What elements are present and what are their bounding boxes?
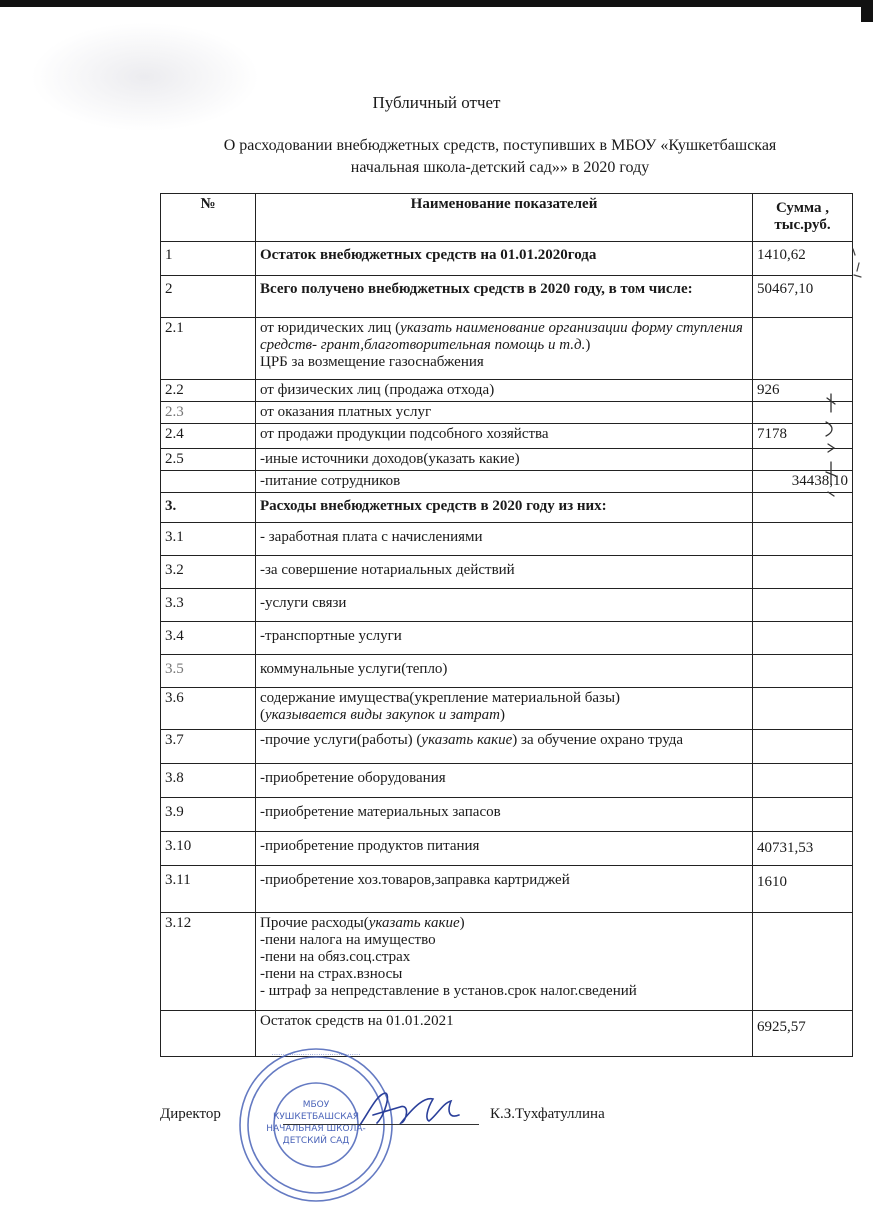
row-num: 3.: [161, 493, 256, 523]
row-num: 2.3: [161, 402, 256, 424]
row-sum: 1610: [753, 866, 853, 913]
row-name: -услуги связи: [256, 589, 753, 622]
scan-smudge: [30, 22, 260, 132]
row-sum: 40731,53: [753, 832, 853, 866]
row-sum: [753, 589, 853, 622]
row-num: 2.2: [161, 380, 256, 402]
table-row: [161, 832, 853, 866]
row-sum: 926: [753, 380, 853, 402]
row-num: 3.8: [161, 764, 256, 798]
row-num: 3.3: [161, 589, 256, 622]
subtitle-line-1: О расходовании внебюджетных средств, поступивших в МБОУ «Кушкетбашская: [223, 137, 777, 154]
row-num: 3.12: [161, 913, 256, 1011]
header-sum-line2: тыс.руб.: [774, 217, 831, 233]
row-name-italic: указать какие: [421, 732, 513, 748]
row-sum: 34438,10: [753, 471, 853, 493]
row-num: 3.11: [161, 866, 256, 913]
table-row: [161, 730, 853, 764]
row-name: [256, 730, 753, 764]
row-num: 2: [161, 276, 256, 318]
row-name: [256, 688, 753, 730]
row-num: 3.10: [161, 832, 256, 866]
header-sum: [753, 194, 853, 242]
row-name-part: от юридических лиц (: [260, 320, 401, 336]
table-row: [161, 913, 853, 1011]
table-row: [161, 655, 853, 688]
row-name-part: ): [499, 707, 505, 723]
document-title: Публичный отчет: [372, 93, 501, 112]
header-num: №: [161, 194, 256, 242]
row-num: 3.7: [161, 730, 256, 764]
header-name: Наименование показателей: [256, 194, 753, 242]
row-name-italic: указывается виды закупок и затрат: [265, 707, 500, 723]
stamp-line-2: КУШКЕТБАШСКАЯ: [272, 1112, 360, 1122]
stamp-line-3: НАЧАЛЬНАЯ ШКОЛА-: [266, 1124, 366, 1134]
table-row: [161, 276, 853, 318]
row-num: 1: [161, 242, 256, 276]
margin-pen-marks: [845, 245, 870, 285]
row-num: 3.1: [161, 523, 256, 556]
scan-edge-top: [0, 0, 873, 7]
row-sum: [753, 798, 853, 832]
table-row: [161, 318, 853, 380]
table-row: [161, 493, 853, 523]
row-name-part: ) за обучение охрано труда: [512, 732, 684, 748]
table-row: [161, 764, 853, 798]
row-sum: 50467,10: [753, 276, 853, 318]
row-sum: [753, 730, 853, 764]
row-name: Всего получено внебюджетных средств в 2020 году, в том числе:: [256, 276, 753, 318]
row-sum: [753, 913, 853, 1011]
row-name-part: ): [459, 915, 465, 931]
row-num: 3.6: [161, 688, 256, 730]
row-sum: 7178: [753, 424, 853, 449]
row-name: от оказания платных услуг: [256, 402, 753, 424]
row-num: 2.4: [161, 424, 256, 449]
table-header-row: [161, 194, 853, 242]
table-row: [161, 380, 853, 402]
row-name: - заработная плата с начислениями: [256, 523, 753, 556]
row-name: -приобретение хоз.товаров,заправка картриджей: [256, 866, 753, 913]
row-sum: [753, 622, 853, 655]
signature-line: [283, 1124, 479, 1125]
row-sub-line: -пени на обяз.соц.страх: [260, 949, 411, 965]
row-name: от физических лиц (продажа отхода): [256, 380, 753, 402]
row-name: -за совершение нотариальных действий: [256, 556, 753, 589]
row-num: 3.4: [161, 622, 256, 655]
row-sum: [753, 318, 853, 380]
report-table: [160, 193, 853, 1057]
row-num: 3.9: [161, 798, 256, 832]
row-sum: [753, 688, 853, 730]
row-name-part: Прочие расходы(: [260, 915, 369, 931]
row-name-detail: ЦРБ за возмещение газоснабжения: [260, 354, 484, 370]
row-name: от продажи продукции подсобного хозяйства: [256, 424, 753, 449]
table-row: [161, 242, 853, 276]
row-name: -транспортные услуги: [256, 622, 753, 655]
row-num: 3.5: [161, 655, 256, 688]
row-name: -приобретение материальных запасов: [256, 798, 753, 832]
row-sum: [753, 556, 853, 589]
row-name: -приобретение продуктов питания: [256, 832, 753, 866]
table-row: [161, 556, 853, 589]
header-sum-line1: Сумма ,: [775, 200, 830, 216]
handwritten-signature: [355, 1085, 465, 1135]
stamp-line-4: ДЕТСКИЙ САД: [282, 1136, 350, 1146]
row-num: 2.1: [161, 318, 256, 380]
stamp-line-1: МБОУ: [302, 1100, 330, 1110]
table-row: [161, 471, 853, 493]
margin-handwriting: [820, 392, 842, 502]
row-name-part: ): [585, 337, 591, 353]
table-row: [161, 589, 853, 622]
document-subtitle: [190, 135, 810, 179]
row-name: [256, 913, 753, 1011]
row-name-part: содержание имущества(укрепление материальной базы): [260, 690, 621, 706]
row-name: коммунальные услуги(тепло): [256, 655, 753, 688]
row-sub-line: -пени налога на имущество: [260, 932, 436, 948]
row-name-italic: указать наименование организации форму ступления средств- грант,благотворительная помощь и т.д.: [260, 320, 743, 353]
table-row: [161, 402, 853, 424]
row-name: [256, 318, 753, 380]
row-name: Остаток внебюджетных средств на 01.01.2020года: [256, 242, 753, 276]
row-name: Расходы внебюджетных средств в 2020 году из них:: [256, 493, 753, 523]
table-row: [161, 523, 853, 556]
row-sum: [753, 523, 853, 556]
row-sum: [753, 655, 853, 688]
row-name-part: (: [260, 707, 265, 723]
row-num: 3.2: [161, 556, 256, 589]
table-row: [161, 798, 853, 832]
table-row: [161, 866, 853, 913]
director-name: К.З.Тухфатуллина: [490, 1106, 605, 1122]
row-name-italic: указать какие: [368, 915, 460, 931]
row-sum: 1410,62: [753, 242, 853, 276]
table-row: [161, 688, 853, 730]
row-sum: [753, 764, 853, 798]
row-name: -питание сотрудников: [256, 471, 753, 493]
table-row: [161, 622, 853, 655]
row-name: -иные источники доходов(указать какие): [256, 449, 753, 471]
row-sub-line: - штраф за непредставление в установ.срок налог.сведений: [260, 983, 637, 999]
row-name: -приобретение оборудования: [256, 764, 753, 798]
row-sub-line: -пени на страх.взносы: [260, 966, 403, 982]
subtitle-line-2: начальная школа-детский сад»» в 2020 году: [350, 159, 650, 176]
row-name-part: -прочие услуги(работы) (: [260, 732, 422, 748]
row-name: Остаток средств на 01.01.2021: [256, 1011, 753, 1057]
row-sum: 6925,57: [753, 1011, 853, 1057]
director-label: Директор: [160, 1106, 221, 1122]
row-num: [161, 471, 256, 493]
scan-edge-corner: [861, 0, 873, 22]
table-row: [161, 449, 853, 471]
svg-text:······························: ········································: [271, 1051, 361, 1059]
row-num: 2.5: [161, 449, 256, 471]
table-row: [161, 424, 853, 449]
